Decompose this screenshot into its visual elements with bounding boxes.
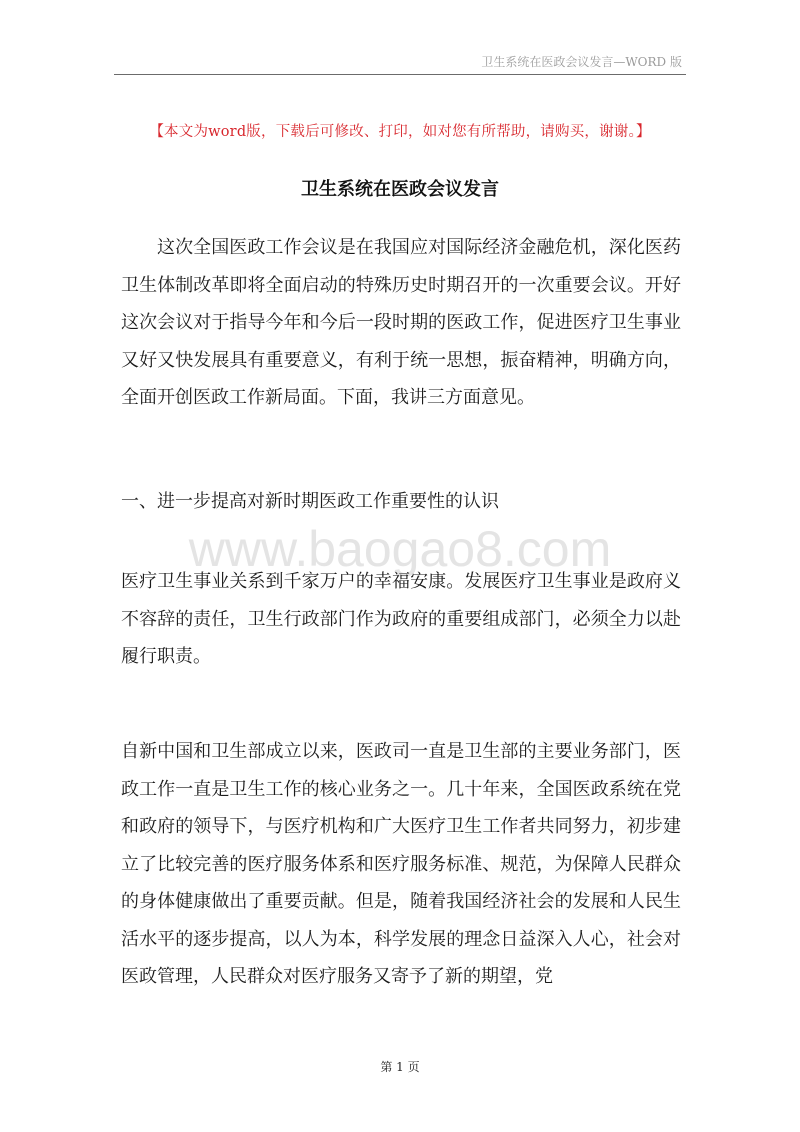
page-number: 第 1 页 xyxy=(380,1060,420,1074)
section-heading-1: 一、进一步提高对新时期医政工作重要性的认识 xyxy=(121,491,499,512)
paragraph-body-2: 自新中国和卫生部成立以来，医政司一直是卫生部的主要业务部门，医政工作一直是卫生工作的核心业务之一。几十年来，全国医政系统在党和政府的领导下，与医疗机构和广大医疗卫生工作者共同努力，初步建立了比较完善的医疗服务体系和医疗服务标准、规范，为保障人民群众的身体健康做出了重要贡献。但是，随着我国经济社会的发展和人民生活水平的逐步提高，以人为本，科学发展的理念日益深入人心，社会对医政管理，人民群众对医疗服务又寄予了新的期望，党 xyxy=(121,741,681,987)
running-header: 卫生系统在医政会议发言—WORD 版 xyxy=(481,55,682,69)
document-title: 卫生系统在医政会议发言 xyxy=(301,179,499,200)
paragraph-body-1: 医疗卫生事业关系到千家万户的幸福安康。发展医疗卫生事业是政府义不容辞的责任，卫生行政部门作为政府的重要组成部门，必须全力以赴履行职责。 xyxy=(121,571,681,667)
watermark-text: www.baogao8.com xyxy=(188,521,612,577)
paragraph-intro: 这次全国医政工作会议是在我国应对国际经济金融危机，深化医药卫生体制改革即将全面启动的特殊历史时期召开的一次重要会议。开好这次会议对于指导今年和今后一段时期的医政工作，促进医疗卫生事业又好又快发展具有重要意义，有利于统一思想，振奋精神，明确方向，全面开创医政工作新局面。下面，我讲三方面意见。 xyxy=(121,237,681,408)
header-divider xyxy=(114,74,686,75)
download-notice: 【本文为word版，下载后可修改、打印，如对您有所帮助，请购买，谢谢。】 xyxy=(149,124,651,140)
